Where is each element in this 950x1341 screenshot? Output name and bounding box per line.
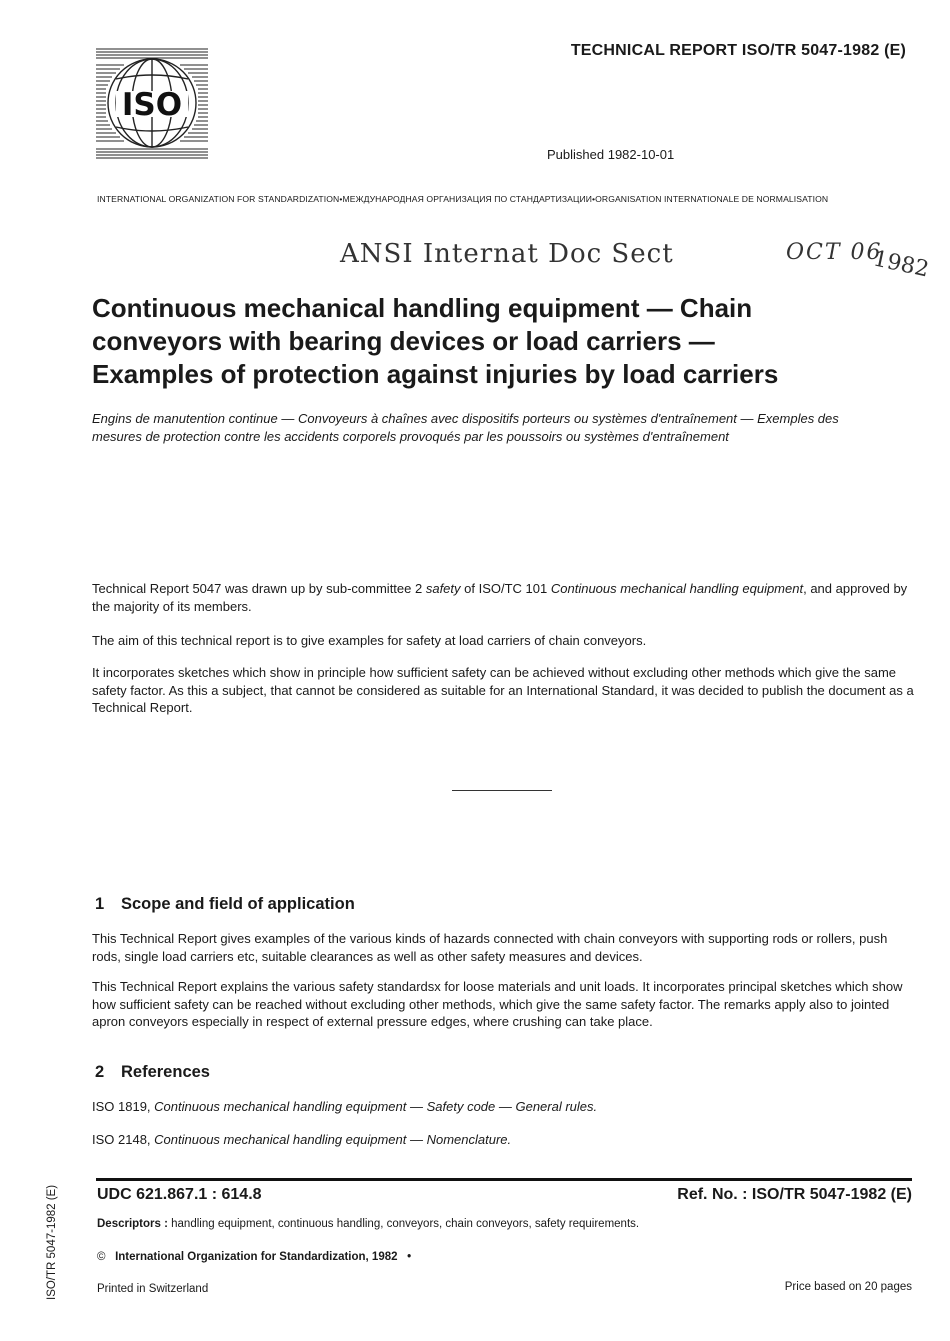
reference-1: [92, 1098, 916, 1116]
reference-number: Ref. No. : ISO/TR 5047-1982 (E): [677, 1186, 912, 1203]
descriptors: [97, 1218, 639, 1230]
price-note: Price based on 20 pages: [784, 1281, 912, 1293]
title-line-2: conveyors with bearing devices or load carriers —: [92, 326, 715, 356]
intro-paragraph-2: The aim of this technical report is to give examples for safety at load carriers of chain conveyors.: [92, 633, 647, 648]
descriptors-label: Descriptors :: [97, 1218, 172, 1230]
section-2-heading: [95, 1063, 210, 1082]
document-title: [92, 292, 892, 391]
intro-italic-safety: safety: [425, 581, 461, 596]
section-number: 1: [95, 895, 105, 913]
printed-in: Printed in Switzerland: [97, 1283, 209, 1295]
iso-logo: [96, 47, 208, 161]
reference-number: ISO 1819,: [92, 1099, 155, 1114]
subtitle-line-1: Engins de manutention continue — Convoyeurs à chaînes avec dispositifs porteurs ou systèmes d'entraînement — Exemples des: [92, 411, 839, 426]
intro-paragraph-1: [92, 580, 916, 615]
copyright-icon: ©: [97, 1251, 106, 1263]
copyright-line: [97, 1251, 411, 1263]
descriptors-text: handling equipment, continuous handling, conveyors, chain conveyors, safety requirements.: [171, 1218, 640, 1230]
section-title: References: [121, 1063, 210, 1081]
receipt-stamp-text: ANSI Internat Doc Sect: [340, 239, 674, 269]
section-1-heading: [95, 895, 355, 914]
copyright-text: International Organization for Standardization, 1982: [115, 1251, 398, 1263]
reference-2: [92, 1131, 916, 1149]
organization-line: INTERNATIONAL ORGANIZATION FOR STANDARDIZATION•МЕЖДУНАРОДНАЯ ОРГАНИЗАЦИЯ ПО СТАНДАРТИЗАЦИИ•ORGANISATION INTERNATIONALE DE NORMALISATION: [97, 194, 829, 204]
subtitle-line-2: mesures de protection contre les accidents corporels provoqués par les poussoirs ou systèmes d'entraînement: [92, 429, 729, 444]
published-date: Published 1982-10-01: [547, 147, 675, 162]
intro-text: of ISO/TC 101: [460, 581, 551, 596]
footer-rule: [96, 1178, 912, 1181]
intro-text: Technical Report 5047 was drawn up by sub-committee 2: [92, 581, 426, 596]
section-1-paragraph-2: This Technical Report explains the various safety standardsx for loose materials and unit loads. It incorporates principal sketches which show how sufficient safety can be reached without excluding other methods, which give the same safety factor. The remarks apply also to jointed apron conveyors especially in respect of external pressure edges, where crushing can take place.: [92, 979, 903, 1029]
receipt-stamp-year: 1982: [871, 246, 931, 283]
reference-title: Continuous mechanical handling equipment — Safety code — General rules.: [154, 1099, 598, 1114]
intro-paragraph-3: It incorporates sketches which show in principle how sufficient safety can be achieved without excluding other methods which give the same safety factor. As this a subject, that cannot be considered as suitable for an International Standard, it was decided to publish the document as a Technical Report.: [92, 665, 914, 715]
report-title-header: TECHNICAL REPORT ISO/TR 5047-1982 (E): [570, 42, 906, 59]
section-1-paragraph-1: This Technical Report gives examples of the various kinds of hazards connected with chain conveyors with supporting rods or rollers, push rods, single load carriers etc, suitable clearances as well as other safety measures and devices.: [92, 931, 888, 964]
section-number: 2: [95, 1063, 105, 1081]
side-document-id: ISO/TR 5047-1982 (E): [46, 1184, 58, 1300]
title-line-3: Examples of protection against injuries by load carriers: [92, 359, 779, 389]
separator-line: [452, 790, 552, 791]
section-title: Scope and field of application: [121, 895, 355, 913]
intro-italic-title: Continuous mechanical handling equipment: [550, 581, 804, 596]
intro-text: , and approved by the majority of its members.: [92, 581, 908, 614]
title-line-1: Continuous mechanical handling equipment — Chain: [92, 293, 753, 323]
logo-text: ISO: [121, 87, 183, 123]
french-subtitle: [92, 410, 912, 446]
bullet-icon: •: [407, 1251, 412, 1263]
udc-code: UDC 621.867.1 : 614.8: [97, 1186, 262, 1203]
receipt-stamp-date: OCT 06: [786, 240, 883, 265]
reference-number: ISO 2148,: [92, 1132, 155, 1147]
reference-title: Continuous mechanical handling equipment — Nomenclature.: [154, 1132, 512, 1147]
